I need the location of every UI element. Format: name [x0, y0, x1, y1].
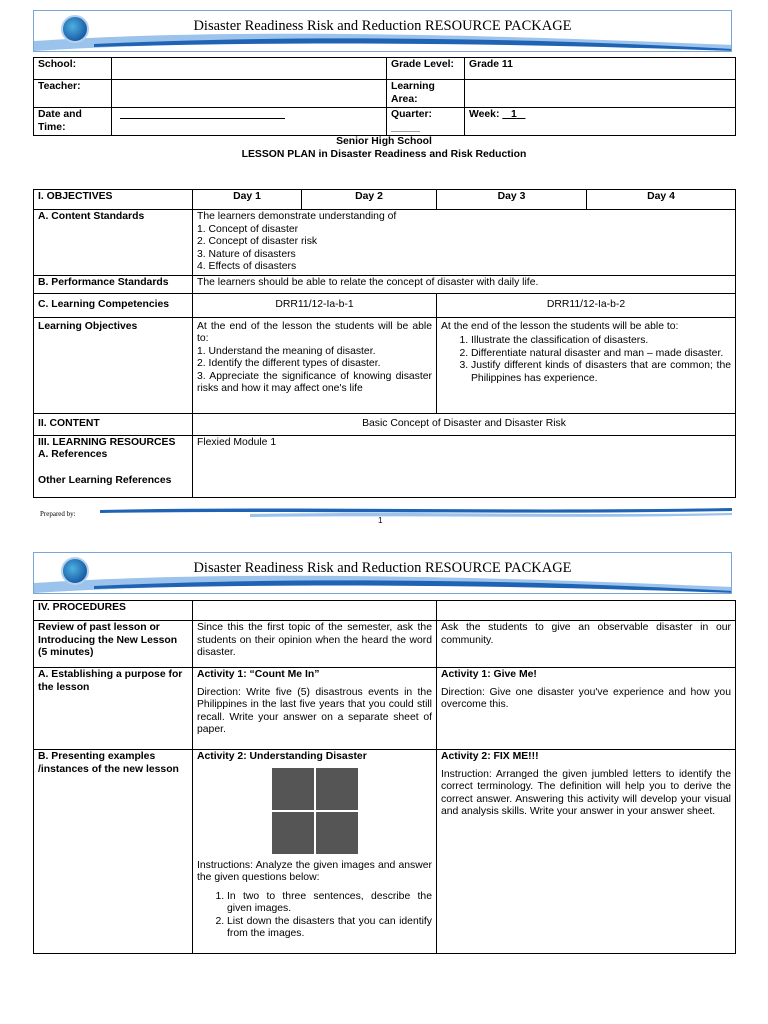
banner-title: Disaster Readiness Risk and Reduction RESOURCE PACKAGE	[193, 560, 572, 576]
prepared-by-label: Prepared by:	[40, 510, 76, 518]
day-2-header: Day 2	[302, 190, 437, 210]
school-label: School:	[34, 58, 112, 80]
disaster-photo	[316, 768, 358, 810]
activity-1-left-title: Activity 1: “Count Me In”	[197, 669, 320, 680]
week-value: 1	[510, 109, 517, 120]
activity-2-right-text: Instruction: Arranged the given jumbled letters to identify the correct terminology. The definition will help you to derive the correct answer. Answering this activity will develop your visual and analysis skills. Write your answer in your answer sheet.	[441, 768, 731, 817]
other-references-label: Other Learning References	[38, 474, 172, 486]
activity-1-left	[193, 668, 437, 750]
heading-lesson-plan: LESSON PLAN in Disaster Readiness and Risk Reduction	[241, 149, 527, 160]
day-3-header: Day 3	[437, 190, 587, 210]
learning-objectives-label: Learning Objectives	[34, 317, 193, 413]
disaster-photo	[316, 812, 358, 854]
activity-1-right-title: Activity 1: Give Me!	[441, 669, 537, 680]
heading-school: Senior High School	[336, 136, 432, 147]
teacher-value	[112, 80, 387, 108]
date-time-value	[112, 108, 387, 136]
teacher-label: Teacher:	[34, 80, 112, 108]
page-number: 1	[378, 516, 383, 525]
performance-standards-text: The learners should be able to relate the concept of disaster with daily life.	[193, 275, 736, 293]
learning-competencies-label: C. Learning Competencies	[34, 293, 193, 317]
activity-1-left-text: Direction: Write five (5) disastrous events in the Philippines in the last five years that you could still recall. Write your answer on a separate sheet of paper.	[197, 686, 432, 735]
review-left-text: Since this the first topic of the semester, ask the students on their opinion when the heard the word disaster.	[193, 621, 437, 668]
learning-objectives-day34: At the end of the lesson the students will be able to: 1. Illustrate the classification of disasters. 2. Differentiate natural disaster and man – made disaster. 3. Justify different kinds of disasters that are common; the Philippines has experience.	[437, 317, 736, 413]
list-item: 2. List down the disasters that you can identify from the images.	[227, 916, 432, 941]
review-label: Review of past lesson or Introducing the New Lesson (5 minutes)	[34, 621, 193, 668]
review-right-text: Ask the students to give an observable disaster in our community.	[437, 621, 736, 668]
school-info-table	[33, 57, 736, 136]
examples-label: B. Presenting examples /instances of the new lesson	[34, 750, 193, 954]
activity-2-right	[437, 750, 736, 954]
activity-2-left	[193, 750, 437, 954]
activity-1-right	[437, 668, 736, 750]
learning-area-label: Learning Area:	[387, 80, 465, 108]
content-standards-text: The learners demonstrate understanding of 1. Concept of disaster 2. Concept of disaster risk 3. Nature of disasters 4. Effects of disasters	[193, 210, 736, 276]
grade-level-label: Grade Level:	[387, 58, 465, 80]
competency-code-2: DRR11/12-Ia-b-2	[437, 293, 736, 317]
procedures-table	[33, 600, 736, 954]
learning-resources-label: III. LEARNING RESOURCES	[38, 436, 176, 448]
references-value: Flexied Module 1	[193, 435, 736, 497]
disaster-photo	[272, 812, 314, 854]
quarter-label: Quarter: _____	[387, 108, 465, 136]
disaster-photo	[272, 768, 314, 810]
week-label: Week:	[469, 109, 500, 120]
procedures-blank-1	[193, 601, 437, 621]
disaster-photo-collage	[272, 768, 358, 854]
page-banner	[33, 10, 732, 52]
school-value	[112, 58, 387, 80]
lesson-plan-table	[33, 189, 736, 498]
purpose-label: A. Establishing a purpose for the lesson	[34, 668, 193, 750]
activity-2-left-title: Activity 2: Understanding Disaster	[197, 751, 367, 762]
procedures-label: IV. PROCEDURES	[34, 601, 193, 621]
day-4-header: Day 4	[587, 190, 736, 210]
procedures-blank-2	[437, 601, 736, 621]
banner-title: Disaster Readiness Risk and Reduction RESOURCE PACKAGE	[193, 18, 572, 34]
day-1-header: Day 1	[193, 190, 302, 210]
footer-swoosh-icon	[100, 502, 732, 522]
activity-2-left-instructions: Instructions: Analyze the given images and answer the given questions below:	[197, 859, 432, 883]
date-time-label: Date and Time:	[34, 108, 112, 136]
content-text: Basic Concept of Disaster and Disaster Risk	[193, 413, 736, 435]
references-label: A. References	[38, 449, 108, 460]
list-item: 1. In two to three sentences, describe the given images.	[227, 891, 432, 916]
activity-1-right-text: Direction: Give one disaster you've experience and how you overcome this.	[441, 686, 731, 710]
objectives-label: I. OBJECTIVES	[34, 190, 193, 210]
learning-resources-cell	[34, 435, 193, 497]
quarter-value: _____	[391, 121, 420, 133]
learning-objectives-day12: At the end of the lesson the students will be able to: 1. Understand the meaning of disaster. 2. Identify the different types of disaster. 3. Appreciate the significance of knowing disaster risks and how it may affect one's life	[193, 317, 437, 413]
content-standards-label: A. Content Standards	[34, 210, 193, 276]
content-label: II. CONTENT	[34, 413, 193, 435]
page-banner-2	[33, 552, 732, 594]
week-cell	[465, 108, 736, 136]
grade-level-value: Grade 11	[465, 58, 736, 80]
activity-2-right-title: Activity 2: FIX ME!!!	[441, 751, 539, 762]
learning-area-value	[465, 80, 736, 108]
competency-code-1: DRR11/12-Ia-b-1	[193, 293, 437, 317]
performance-standards-label: B. Performance Standards	[34, 275, 193, 293]
